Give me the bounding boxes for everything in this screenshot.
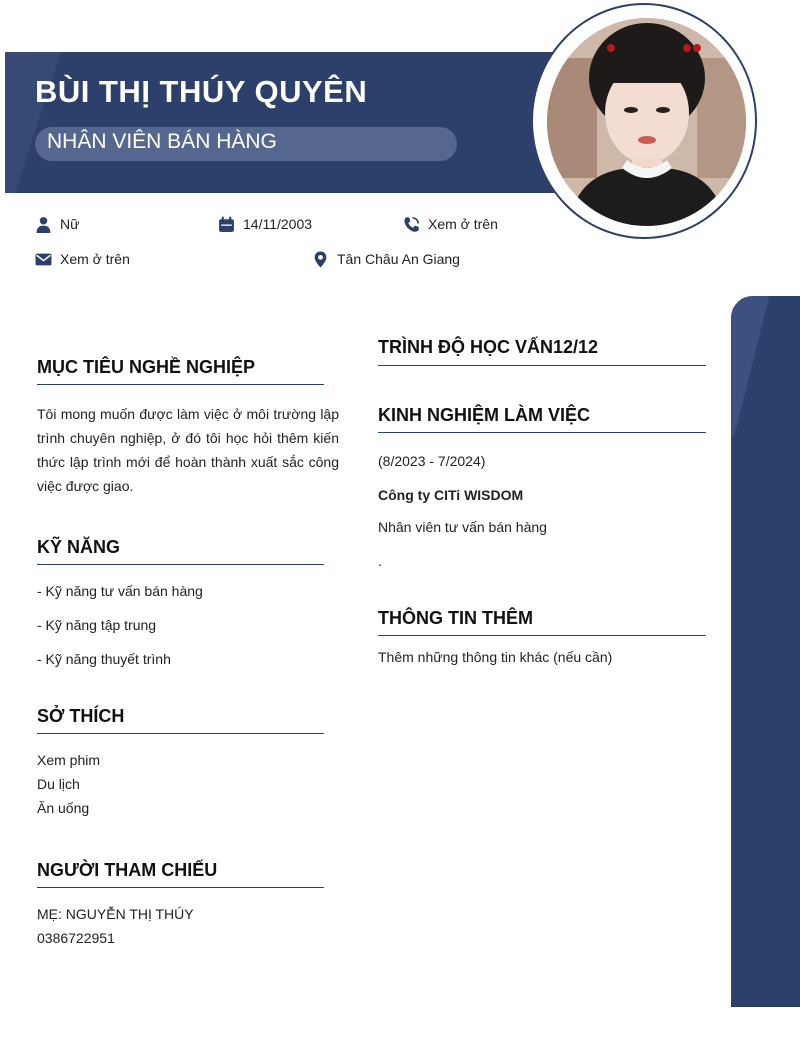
job-title: NHÂN VIÊN BÁN HÀNG — [47, 130, 277, 153]
references-title: NGƯỜI THAM CHIẾU — [37, 860, 218, 880]
experience-company: Công ty CITi WISDOM — [378, 487, 524, 503]
hobby-item: Ăn uống — [37, 800, 90, 816]
reference-name: MẸ: NGUYỄN THỊ THÚY — [37, 906, 194, 922]
address-info — [312, 249, 460, 269]
calendar-icon — [218, 216, 235, 233]
avatar — [547, 18, 746, 226]
skills-title: KỸ NĂNG — [37, 537, 121, 557]
experience-title: KINH NGHIỆM LÀM VIỆC — [378, 405, 591, 425]
email-info — [35, 249, 130, 269]
skill-item: - Kỹ năng tư vấn bán hàng — [37, 583, 203, 599]
avatar-photo — [547, 18, 746, 226]
experience-divider — [378, 432, 706, 433]
side-stripe — [731, 296, 772, 436]
location-icon — [312, 251, 329, 268]
additional-divider — [378, 635, 706, 636]
reference-phone: 0386722951 — [37, 930, 115, 946]
user-icon — [35, 216, 52, 233]
hobby-item: Du lịch — [37, 776, 80, 792]
hobbies-divider — [37, 733, 324, 734]
skill-item: - Kỹ năng thuyết trình — [37, 651, 171, 667]
hobbies-title: SỞ THÍCH — [37, 706, 125, 726]
references-divider — [37, 887, 324, 888]
additional-title: THÔNG TIN THÊM — [378, 608, 533, 628]
email-value: Xem ở trên — [60, 251, 130, 267]
skill-item: - Kỹ năng tập trung — [37, 617, 157, 633]
education-divider — [378, 365, 706, 366]
phone-icon — [403, 216, 420, 233]
gender-value: Nữ — [60, 216, 80, 232]
objective-title: MỤC TIÊU NGHỀ NGHIỆP — [37, 357, 256, 377]
objective-text: Tôi mong muốn được làm việc ở môi trường lập trình chuyên nghiệp, ở đó tôi học hỏi thêm kiến thức lập trình mới để hoàn thành xuất sắc công việc được giao. — [37, 406, 339, 494]
phone-info — [403, 214, 498, 234]
experience-period: (8/2023 - 7/2024) — [378, 453, 486, 469]
experience-note: . — [378, 553, 382, 569]
phone-value: Xem ở trên — [428, 216, 498, 232]
email-icon — [35, 251, 52, 268]
candidate-name: BÙI THỊ THÚY QUYÊN — [35, 74, 368, 109]
education-title: TRÌNH ĐỘ HỌC VẤN12/12 — [378, 337, 599, 357]
additional-text: Thêm những thông tin khác (nếu cần) — [378, 649, 613, 665]
skills-divider — [37, 564, 324, 565]
address-value: Tân Châu An Giang — [337, 251, 460, 267]
birthday-info — [218, 214, 312, 234]
gender-info — [35, 214, 79, 234]
birthday-value: 14/11/2003 — [243, 216, 313, 232]
side-decoration — [731, 296, 800, 1007]
objective-divider — [37, 384, 324, 385]
experience-role: Nhân viên tư vấn bán hàng — [378, 519, 547, 535]
hobby-item: Xem phim — [37, 752, 101, 768]
